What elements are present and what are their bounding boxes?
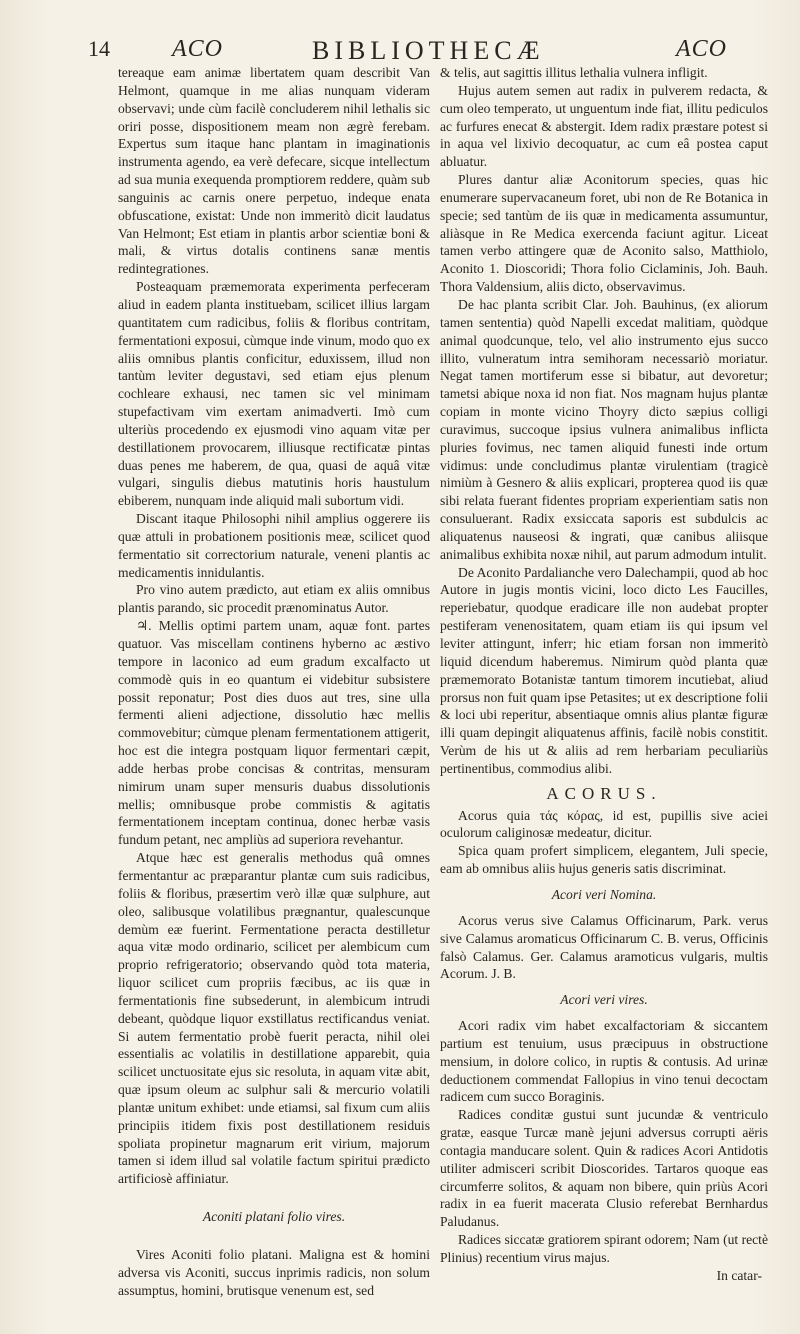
left-column — [118, 64, 430, 1314]
paragraph: & telis, aut sagittis illitus lethalia vulnera infligit. — [440, 65, 708, 80]
entry-heading: ACORUS. — [546, 783, 662, 803]
page-number: 14 — [88, 36, 110, 61]
paragraph: ♃. Mellis optimi partem unam, aquæ font. partes quatuor. Vas miscellam continens hyberno ac æstivo tempore in laconico ad eum gradum excalfacto ut commodè quis in eo quantum ei videbitur subsistere possit reponatur; Post dies duos aut tres, sine ulla fermenti alieni adjectione, dissolutio hæc mellis commovebitur; cùmque plenam fermentationem attigerit, hoc est die integra postquam liquor fermentari cæpit, adde herbas probe concisas & contritas, mensuram nimirum unam super mensuris duabus dissolutionis mellis; omnibusque probe commistis & agitatis fermentationem inceptam continua, donec herbæ vasis fundum petant, nec ampliùs ad superiora revehantur. — [118, 618, 430, 848]
paragraph: Discant itaque Philosophi nihil amplius oggerere iis quæ attuli in probationem positionis meæ, scilicet quod fermentatio sit correctorium naturale, veneni plantis ac medicamentis innidulantis. — [118, 511, 430, 580]
paragraph: Posteaquam præmemorata experimenta perfeceram aliud in eadem planta instituebam, scilicet illius largam quantitatem cum radicibus, foliis & floribus contritam, fermentationi exposui, cùmque inde vinum, modo quo ex aliis omnibus plantis conficitur, eduxissem, illud non tantùm leviter degustavi, sed etiam ejus plenum cochleare exhausi, nec tamen sic vel minimam stupefactivam vim exertam animadverti. Imò cum ulteriùs procedendo ex ejusmodi vino aquam vitæ per destillationem provocarem, illiusque rectificatæ pintas duas penes me haberem, de qua, quasi de aquâ vitæ vulgari, singulis diebus matutinis horis haustulum ebiberem, nunquam inde aliquid mali subortum vidi. — [118, 279, 430, 509]
paragraph: Pro vino autem prædicto, aut etiam ex aliis omnibus plantis parando, sic procedit prænominatus Autor. — [118, 582, 430, 616]
section-heading: Acori veri Nomina. — [551, 886, 657, 902]
section-heading: Aconiti platani folio vires. — [202, 1209, 346, 1225]
paragraph: Radices conditæ gustui sunt jucundæ & ventriculo gratæ, easque Turcæ manè jejuni adversus corrupti aëris contagia manducare solent. Quin & radices Acori Antidotis utiliter admisceri scribit Dioscorides. Tartaros quoque eas circumferre solitos, & aquam non bibere, quin priùs Acori radix in ea fuerit macerata Clusio referebat Bernhardus Paludanus. — [440, 1107, 768, 1230]
page-title: BIBLIOTHECÆ — [312, 36, 545, 65]
paragraph: Spica quam profert simplicem, elegantem, Juli specie, eam ab omnibus aliis hujus generis satis discriminat. — [440, 843, 768, 877]
paragraph: Vires Aconiti folio platani. Maligna est & homini adversa vis Aconiti, succus inprimis radicis, non solum assumptus, homini, brutisque venenum est, sed — [118, 1247, 430, 1298]
paragraph: Radices siccatæ gratiorem spirant odorem; Nam (ut rectè Plinius) recentium virus majus. — [440, 1232, 768, 1265]
paragraph: Hujus autem semen aut radix in pulverem redacta, & cum oleo temperato, ut unguentum inde fiat, illitu pediculos ac furfures enecat & abstergit. Idem radix præstare potest si in aqua vel lixivio decoquatur, ac cum eâ postea caput abluatur. — [440, 82, 768, 170]
paragraph: De Aconito Pardalianche vero Dalechampii, quod ab hoc Autore in jugis montis vicini, loco dicto Les Faucilles, reperiebatur, quodque eradicare ille non audebat propter pestiferam venenositatem, quam etiam iis qui ipsum vel leviter attingunt, inferr; hic etiam forsan non immeritò liquid dicendum haberemus. Nimirum quòd planta quæ præmemorato Botanistæ tantum timorem incutiebat, aliud prorsus non fuit quam ipse Petasites; ut ex descriptione folii & loci ubi reperitur, absentiaque omnis alius plantæ figuræ illi quam depingit aliquatenus affinis, facilè nobis constitit. Verùm de his ut & aliis ad rem herbariam peculiariùs pertinentibus, commodius alibi. — [440, 564, 768, 776]
paragraph: Atque hæc est generalis methodus quâ omnes fermentantur ac præparantur plantæ cum suis radicibus, foliis & floribus, præsertim verò illæ quæ sulphure, aut oleo, salibusque volatilibus prægnantur, qualescunque demùm eæ fuerint. Fermentatione peracta destilletur aqua vitæ modo ordinario, scilicet per alembicum cum proprio refrigeratorio; observando quòd tota materia, liquor scilicet cum propriis fæcibus, ac iis quæ in fermentationis fine subsederunt, in alembicum intrudi debeant, quòdque liquor exstillatus rectificandus veniat. Si autem fermentatio probè fuerit peracta, nihil olei essentialis ac volatilis in destillatione apparebit, quia scilicet unctuositate ejus sic resoluta, in aquam vitæ abit, quæ ipsum oleum ac sulphur sali & mercurio volatili plantæ unitum exhibet: unde etiamsi, sal fixum cum aliis principiis itidem fixis post destillationem residuis spoliata propinetur magnarum erit virium, majorum tamen si idem illud sal volatile factum spiritui prædicto artificiosè affiniatur. — [118, 850, 430, 1187]
paragraph: Acori radix vim habet excalfactoriam & siccantem partium est tenuium, usus præcipuus in obstructione mensium, in dolore colico, in ruptis & contusis. Ad urinæ deductionem commendat Fallopius in vino tenui decoctam radicem cum succo Boraginis. — [440, 1018, 768, 1105]
right-column — [440, 64, 768, 1314]
paragraph: tereaque eam animæ libertatem quam describit Van Helmont, quamque in me alias nunquam videram observavi; unde cùm facilè concluderem nihil lethalis sic oriri posse, dispositionem meam non ægrè ferebam. Expertus sum itaque hanc plantam in imaginationis instrumenta agendo, ea verè defecare, sicque intellectum ad sua munia exequenda promptiorem reddere, quàm sub sanguinis ac carnis onere perpetuo, indeque enata obfuscatione, existat: Unde non immeritò dicit laudatus Van Helmont; Est etiam in plantis arbor scientiæ boni & mali, & virtus dotalis continens sanæ mentis redintegrationes. — [118, 65, 430, 277]
section-heading: Acori veri vires. — [560, 992, 648, 1008]
catchword: In catar- — [716, 1267, 762, 1283]
paragraph: Plures dantur aliæ Aconitorum species, quas hic enumerare supervacaneum foret, ubi non de Re Botanica in specie; sed tantùm de iis quæ in medicamenta assumuntur, aliàsque in Re Medica exercenda faciunt agitur. Liceat tamen verbo attingere quæ de Aconito salso, Matthiolo, Aconito 1. Dioscoridi; Thora folio Ciclaminis, Joh. Bauh. Thora Valdensium, aliis dicto, observavimus. — [440, 172, 768, 295]
running-head-right: ACO — [676, 36, 727, 62]
paragraph: De hac planta scribit Clar. Joh. Bauhinus, (ex aliorum tamen sententia) quòd Napelli excedat malitiam, quòdque animal quodcunque, telo, vel alio instrumento ejus succo illito, vulneratum intra semihoram necessariò moriatur. Negat tamen mortiferum esse si bibatur, aut devoretur; tametsi abique noxa id non fiat. Nos magnam hujus plantæ copiam in monte vicino Thoyry dicto sæpius colligi curavimus, succoque ipsius vulnera animalibus inflicta pluries fovimus, nec tamen aliquid funesti inde ortum vidimus: unde concludimus plantæ virulentiam (tragicè nimiùm à Gesnero & aliis explicari, propterea quod iis quæ sibi relata fuerant fidentes propriam experientiam satis non consuluerant. Radix exsiccata saporis est subdulcis ac aliquatenus nauseosi & ingrati, quæ canibus aliisque animalibus exhibita noxæ nihil, aut parum admodum intulit. — [440, 296, 768, 562]
paragraph: Acorus quia τάς κόρας, id est, pupillis sive aciei oculorum caliginosæ medeatur, dicitur. — [440, 807, 768, 841]
running-head-left: ACO — [172, 36, 223, 62]
paragraph: Acorus verus sive Calamus Officinarum, Park. verus sive Calamus aromaticus Officinarum C. B. verus, Officinis falsò Calamus. Ger. Calamus aramoticus vulgaris, multis Acorum. J. B. — [440, 912, 768, 982]
